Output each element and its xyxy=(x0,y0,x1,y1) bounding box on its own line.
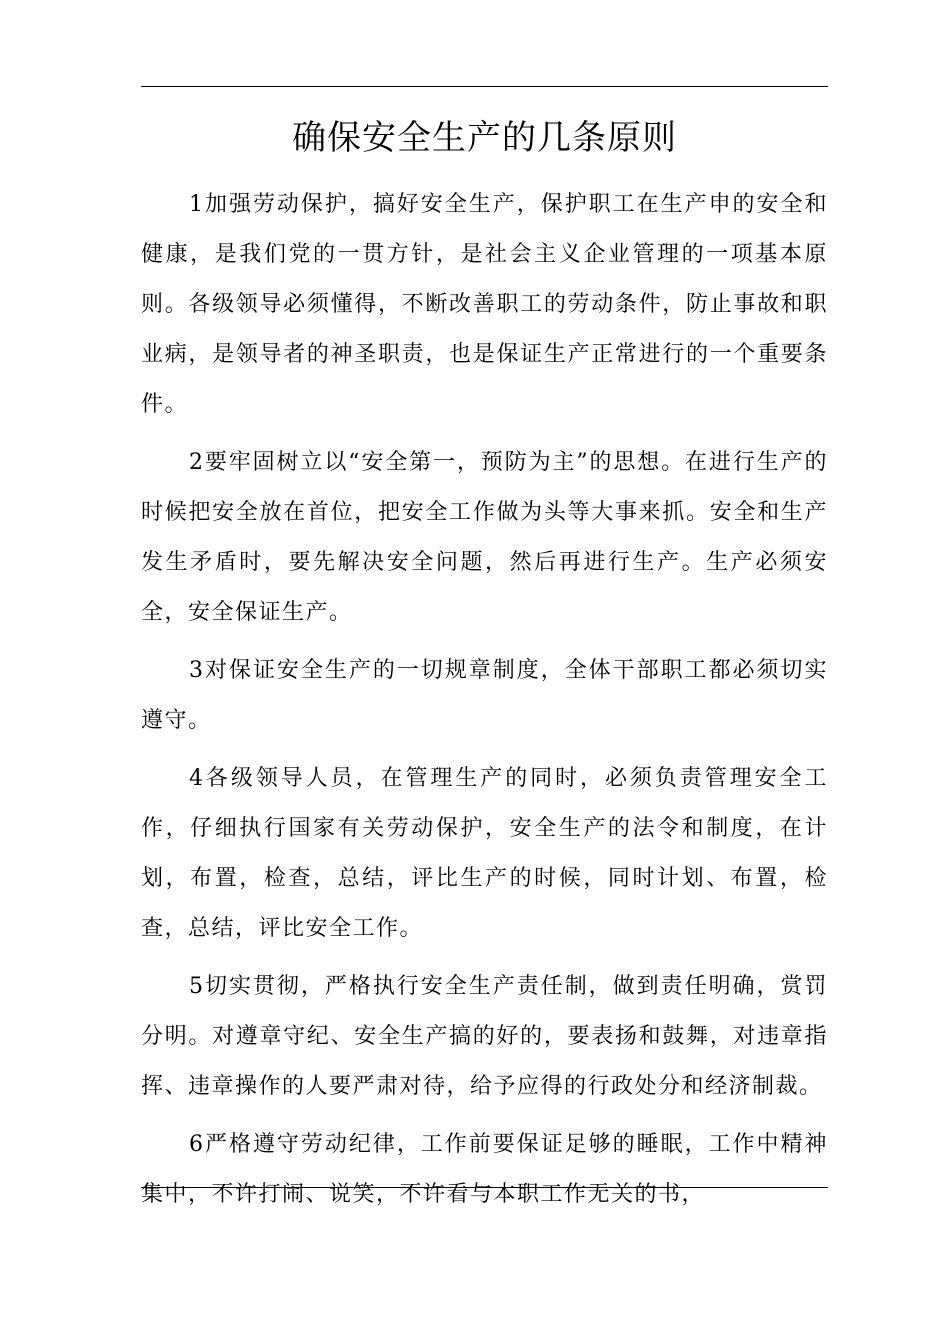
paragraph-5: 5切实贯彻，严格执行安全生产责任制，做到责任明确，赏罚分明。对遵章守纪、安全生产搞的好的，要表扬和鼓舞，对违章指挥、违章操作的人要严肃对待，给予应得的行政处分和经济制裁。 xyxy=(141,974,828,1099)
footer-rule xyxy=(141,1187,828,1188)
document-title: 确保安全生产的几条原则 xyxy=(292,118,677,158)
paragraph-6: 6严格遵守劳动纪律，工作前要保证足够的睡眠，工作中精神集中，不许打闹、说笑，不许看与本职工作无关的书， xyxy=(141,1132,828,1207)
paragraph-2: 2要牢固树立以“安全第一，预防为主”的思想。在进行生产的时候把安全放在首位，把安全工作做为头等大事来抓。安全和生产发生矛盾时，要先解决安全问题，然后再进行生产。生产必须安全，安全保证生产。 xyxy=(141,450,828,625)
paragraph-4: 4各级领导人员，在管理生产的同时，必须负责管理安全工作，仔细执行国家有关劳动保护，安全生产的法令和制度，在计划，布置，检查，总结，评比生产的时候，同时计划、布置，检查，总结，评比安全工作。 xyxy=(141,766,828,941)
header-rule xyxy=(141,86,828,87)
document-body xyxy=(141,180,828,1228)
paragraph-3: 3对保证安全生产的一切规章制度，全体干部职工都必须切实遵守。 xyxy=(141,658,828,733)
paragraph-1: 1加强劳动保护，搞好安全生产，保护职工在生产申的安全和健康，是我们党的一贯方针，是社会主义企业管理的一项基本原则。各级领导必须懂得，不断改善职工的劳动条件，防止事故和职业病，是领导者的神圣职责，也是保证生产正常进行的一个重要条件。 xyxy=(141,192,828,417)
